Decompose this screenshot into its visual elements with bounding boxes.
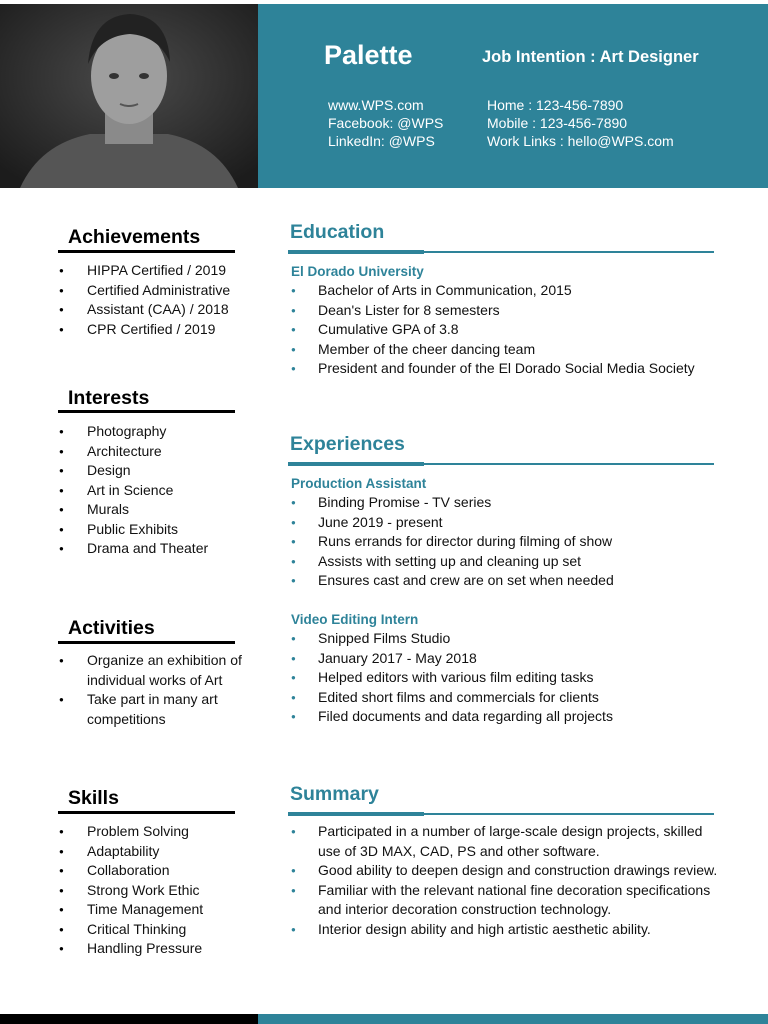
list-item: ● Problem Solving [58,822,258,842]
list-item: ● Snipped Films Studio [291,629,721,649]
education-divider-accent [288,250,424,254]
skills-divider [58,811,235,814]
list-item: ● Public Exhibits [58,520,258,540]
list-item: ● Familiar with the relevant national fine decoration specifications and interior decoration construction technology. [291,881,719,920]
list-item: ● Good ability to deepen design and construction drawings review. [291,861,719,881]
footer-bar-accent [258,1014,768,1024]
job-intention: Job Intention : Art Designer [482,48,699,66]
list-item: ● Binding Promise - TV series [291,493,721,513]
website-link[interactable]: www.WPS.com [328,97,424,113]
experiences-heading: Experiences [290,433,405,455]
job-duties-list [291,493,721,591]
list-item: ● CPR Certified / 2019 [58,320,258,340]
interests-list [58,422,258,559]
list-item: ● Interior design ability and high artistic aesthetic ability. [291,920,719,940]
job-role: Video Editing Intern [291,612,419,627]
achievements-heading: Achievements [68,226,201,248]
list-item: ● Murals [58,500,258,520]
achievements-list [58,261,258,339]
experiences-divider-accent [288,462,424,466]
footer-bar-dark [0,1014,258,1024]
list-item: ● Helped editors with various film editing tasks [291,668,721,688]
list-item: ● January 2017 - May 2018 [291,649,721,669]
linkedin-link[interactable]: LinkedIn: @WPS [328,133,435,149]
list-item: ● Take part in many art competitions [58,690,248,729]
activities-divider [58,641,235,644]
list-item: ● Handling Pressure [58,939,258,959]
home-phone: Home : 123-456-7890 [487,97,624,113]
list-item: ● Assists with setting up and cleaning up set [291,552,721,572]
list-item: ● Assistant (CAA) / 2018 [58,300,258,320]
job-role: Production Assistant [291,476,427,491]
education-heading: Education [290,221,385,243]
list-item: ● Design [58,461,258,481]
list-item: ● Time Management [58,900,258,920]
education-list [291,281,721,379]
skills-list [58,822,258,959]
list-item: ● Photography [58,422,258,442]
list-item: ● Filed documents and data regarding all projects [291,707,721,727]
skills-heading: Skills [68,787,119,809]
interests-divider [58,410,235,413]
profile-photo [0,4,258,188]
list-item: ● Adaptability [58,842,258,862]
list-item: ● Edited short films and commercials for clients [291,688,721,708]
interests-heading: Interests [68,387,150,409]
achievements-divider [58,250,235,253]
list-item: ● Certified Administrative [58,281,258,301]
list-item: ● Runs errands for director during filming of show [291,532,721,552]
summary-divider-accent [288,812,424,816]
job-duties-list [291,629,721,727]
list-item: ● Organize an exhibition of individual works of Art [58,651,248,690]
list-item: ● Art in Science [58,481,258,501]
list-item: ● Member of the cheer dancing team [291,340,721,360]
list-item: ● President and founder of the El Dorado Social Media Society [291,359,721,379]
list-item: ● June 2019 - present [291,513,721,533]
activities-list [58,651,248,729]
list-item: ● Critical Thinking [58,920,258,940]
summary-list [291,822,719,939]
contact-phones [487,96,674,150]
list-item: ● Collaboration [58,861,258,881]
list-item: ● Drama and Theater [58,539,258,559]
list-item: ● HIPPA Certified / 2019 [58,261,258,281]
list-item: ● Ensures cast and crew are on set when needed [291,571,721,591]
person-portrait-icon [0,4,258,188]
list-item: ● Architecture [58,442,258,462]
facebook-link[interactable]: Facebook: @WPS [328,115,444,131]
activities-heading: Activities [68,617,155,639]
summary-heading: Summary [290,783,379,805]
work-email-link[interactable]: Work Links : hello@WPS.com [487,133,674,149]
list-item: ● Participated in a number of large-scale design projects, skilled use of 3D MAX, CAD, PS and other software. [291,822,719,861]
school-name: El Dorado University [291,264,424,279]
mobile-phone: Mobile : 123-456-7890 [487,115,628,131]
list-item: ● Bachelor of Arts in Communication, 2015 [291,281,721,301]
list-item: ● Cumulative GPA of 3.8 [291,320,721,340]
list-item: ● Strong Work Ethic [58,881,258,901]
list-item: ● Dean's Lister for 8 semesters [291,301,721,321]
contact-links [328,96,443,150]
candidate-name: Palette [324,40,413,70]
